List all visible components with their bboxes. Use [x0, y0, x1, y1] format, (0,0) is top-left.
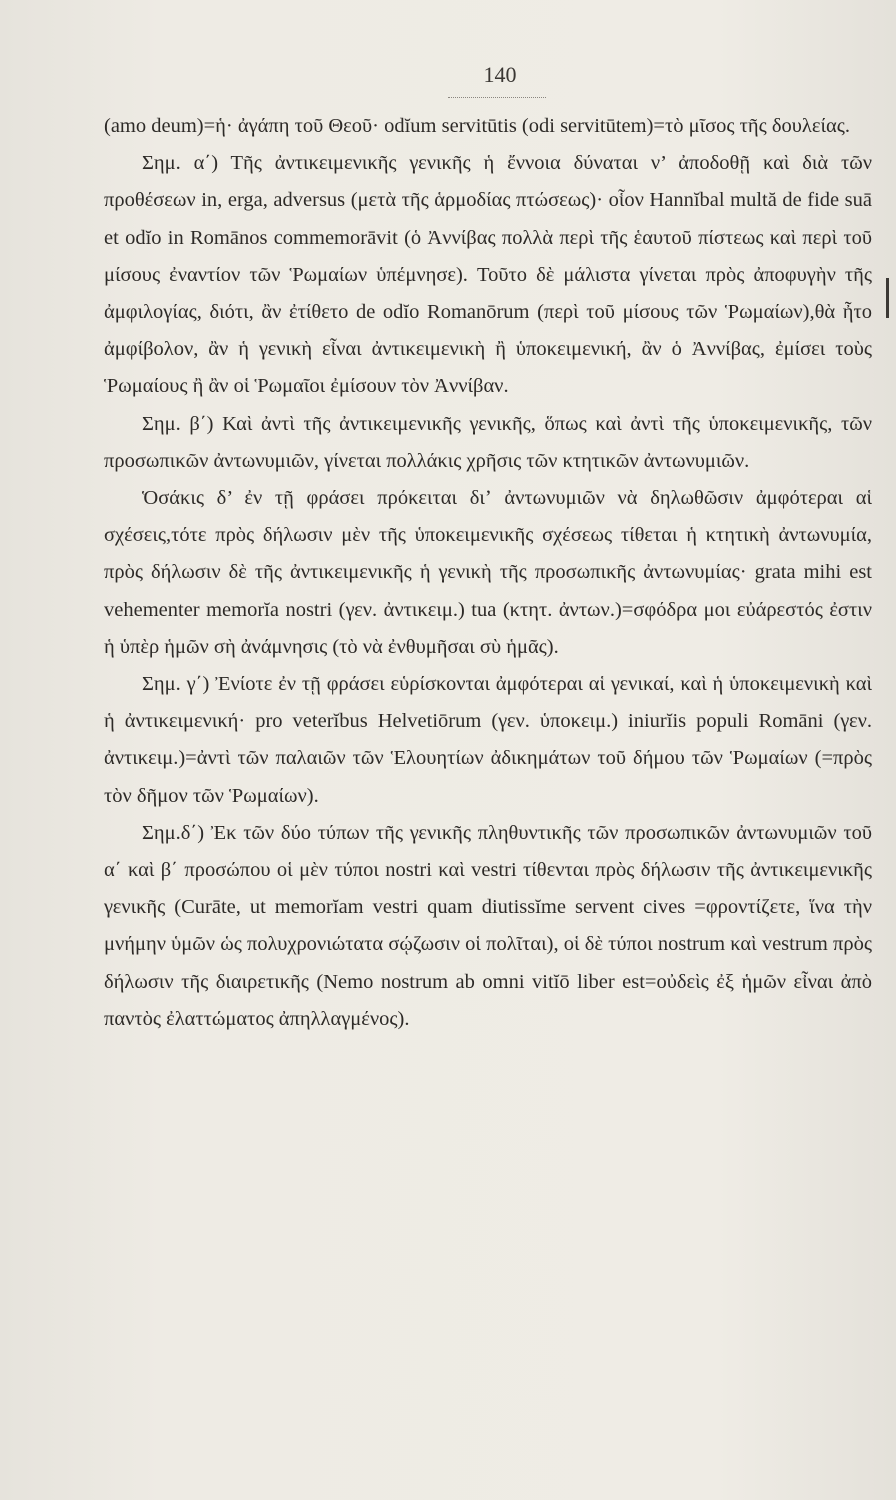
page-number-rule: [448, 97, 546, 98]
paragraph-1: (amo deum)=ἡ· ἀγάπη τοῦ Θεοῦ· odĭum servitūtis (odi servitūtem)=τὸ μῖσος τῆς δουλείας.: [104, 115, 850, 137]
paragraph-pronouns: Ὁσάκις δ’ ἐν τῇ φράσει πρόκειται διʼ ἀντωνυμιῶν νὰ δηλωθῶσιν ἀμφότεραι αἱ σχέσεις,τότε πρὸς δήλωσιν μὲν τῆς ὑποκειμενικῆς σχέσεως τίθεται ἡ κτητικὴ ἀντωνυμία, πρὸς δήλωσιν δὲ τῆς ἀντικειμενικῆς ἡ γενικὴ τῆς προσωπικῆς ἀντωνυμίας· grata mihi est vehementer memorĭa nostri (γεν. ἀντικειμ.) tua (κτητ. ἀντων.)=σφόδρα μοι εὐάρεστός ἐστιν ἡ ὑπὲρ ἡμῶν σὴ ἀνάμνησις (τὸ νὰ ἐνθυμῆσαι σὺ ἡμᾶς).: [104, 487, 872, 658]
paragraph-note-beta: Σημ. β΄) Καὶ ἀντὶ τῆς ἀντικειμενικῆς γενικῆς, ὅπως καὶ ἀντὶ τῆς ὑποκειμενικῆς, τῶν προσωπικῶν ἀντωνυμιῶν, γίνεται πολλάκις χρῆσις τῶν κτητικῶν ἀντωνυμιῶν.: [104, 412, 872, 472]
paragraph-note-delta: Σημ.δ΄) Ἐκ τῶν δύο τύπων τῆς γενικῆς πληθυντικῆς τῶν προσωπικῶν ἀντωνυμιῶν τοῦ α΄ καὶ β΄ προσώπου οἱ μὲν τύποι nostri καὶ vestri τίθενται πρὸς δήλωσιν τῆς ἀντικειμενικῆς γενικῆς (Curāte, ut memorĭam vestri quam diutissĭme servent cives =φροντίζετε, ἵνα τὴν μνήμην ὑμῶν ὡς πολυχρονιώτατα σῴζωσιν οἱ πολῖται), οἱ δὲ τύποι nostrum καὶ vestrum πρὸς δήλωσιν τῆς διαιρετικῆς (Nemo nostrum ab omni vitĭō liber est=οὐδεὶς ἐξ ἡμῶν εἶναι ἀπὸ παντὸς ἐλαττώματος ἀπηλλαγμένος).: [104, 821, 872, 1030]
page-edge-mark: [886, 278, 889, 318]
paragraph-note-alpha: Σημ. α΄) Τῆς ἀντικειμενικῆς γενικῆς ἡ ἔννοια δύναται ν’ ἀποδοθῇ καὶ διὰ τῶν προθέσεων in, erga, adversus (μετὰ τῆς ἁρμοδίας πτώσεως)· οἷον Hannĭbal multă de fide suā et odĭo in Romānos commemorāvit (ὁ Ἀννίβας πολλὰ περὶ τῆς ἑαυτοῦ πίστεως καὶ περὶ τοῦ μίσους ἐναντίον τῶν Ῥωμαίων ὑπέμνησε). Τοῦτο δὲ μάλιστα γίνεται πρὸς ἀποφυγὴν τῆς ἀμφιλογίας, διότι, ἂν ἐτίθετο de odĭo Romanōrum (περὶ τοῦ μίσους τῶν Ῥωμαίων),θὰ ἦτο ἀμφίβολον, ἂν ἡ γενικὴ εἶναι ἀντικειμενικὴ ἢ ὑποκειμενική, ἂν ὁ Ἀννίβας, ἐμίσει τοὺς Ῥωμαίους ἢ ἂν οἱ Ῥωμαῖοι ἐμίσουν τὸν Ἀννίβαν.: [104, 152, 872, 398]
paragraph-note-gamma: Σημ. γ΄) Ἐνίοτε ἐν τῇ φράσει εὑρίσκονται ἀμφότεραι αἱ γενικαί, καὶ ἡ ὑποκειμενικὴ καὶ ἡ ἀντικειμενική· pro veterĭbus Helvetiōrum (γεν. ὑποκειμ.) iniurĭis populi Romāni (γεν. ἀντικειμ.)=ἀντὶ τῶν παλαιῶν τῶν Ἑλουητίων ἀδικημάτων τοῦ δήμου τῶν Ῥωμαίων (=πρὸς τὸν δῆμον τῶν Ῥωμαίων).: [104, 673, 872, 807]
body-text: [104, 108, 872, 1038]
page-number: 140: [483, 62, 517, 87]
